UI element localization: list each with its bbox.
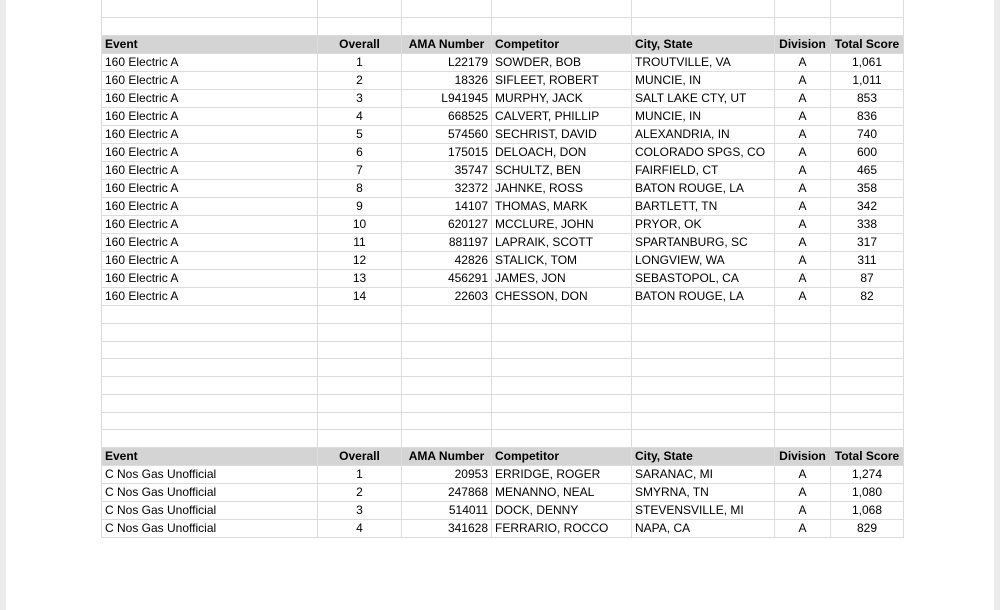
table-row [102, 180, 904, 198]
overall-cell[interactable]: 13 [318, 270, 402, 288]
total-score-cell[interactable]: 1,068 [831, 502, 904, 520]
competitor-cell[interactable]: THOMAS, MARK [492, 198, 632, 216]
empty-cell[interactable] [632, 323, 775, 341]
event-cell[interactable]: 160 Electric A [102, 126, 318, 144]
empty-cell[interactable] [492, 377, 632, 395]
competitor-cell[interactable]: SCHULTZ, BEN [492, 162, 632, 180]
empty-cell[interactable] [102, 0, 318, 18]
table-row [102, 288, 904, 306]
ama-number-cell[interactable]: 20953 [402, 466, 492, 484]
total-score-cell[interactable]: 829 [831, 520, 904, 538]
overall-cell[interactable]: 2 [318, 72, 402, 90]
empty-cell[interactable] [632, 377, 775, 395]
event-cell[interactable]: 160 Electric A [102, 180, 318, 198]
overall-cell[interactable]: 3 [318, 90, 402, 108]
empty-row [102, 323, 904, 341]
empty-cell[interactable] [102, 394, 318, 412]
empty-cell[interactable] [632, 394, 775, 412]
event-cell[interactable]: C Nos Gas Unofficial [102, 484, 318, 502]
overall-cell[interactable]: 9 [318, 198, 402, 216]
empty-cell[interactable] [775, 377, 831, 395]
competitor-cell[interactable]: JAHNKE, ROSS [492, 180, 632, 198]
empty-cell[interactable] [402, 394, 492, 412]
city-state-cell[interactable]: COLORADO SPGS, CO [632, 144, 775, 162]
empty-cell[interactable] [492, 412, 632, 430]
table-row [102, 270, 904, 288]
empty-cell[interactable] [831, 306, 904, 324]
division-cell[interactable]: A [775, 72, 831, 90]
empty-cell[interactable] [102, 359, 318, 377]
total-score-cell[interactable]: 311 [831, 252, 904, 270]
total-score-cell[interactable]: 1,274 [831, 466, 904, 484]
column-header-competitor[interactable]: Competitor [492, 448, 632, 466]
empty-cell[interactable] [492, 359, 632, 377]
ama-number-cell[interactable]: 18326 [402, 72, 492, 90]
city-state-cell[interactable]: NAPA, CA [632, 520, 775, 538]
event-cell[interactable]: 160 Electric A [102, 72, 318, 90]
event-cell[interactable]: 160 Electric A [102, 252, 318, 270]
empty-cell[interactable] [632, 430, 775, 448]
empty-cell[interactable] [402, 0, 492, 18]
ama-number-cell[interactable]: 668525 [402, 108, 492, 126]
city-state-cell[interactable]: SPARTANBURG, SC [632, 234, 775, 252]
empty-cell[interactable] [102, 412, 318, 430]
city-state-cell[interactable]: MUNCIE, IN [632, 108, 775, 126]
event-cell[interactable]: 160 Electric A [102, 108, 318, 126]
ama-number-cell[interactable]: 247868 [402, 484, 492, 502]
empty-cell[interactable] [775, 323, 831, 341]
competitor-cell[interactable]: MURPHY, JACK [492, 90, 632, 108]
competitor-cell[interactable]: DELOACH, DON [492, 144, 632, 162]
empty-row [102, 359, 904, 377]
empty-cell[interactable] [831, 394, 904, 412]
column-header-ama-number[interactable]: AMA Number [402, 448, 492, 466]
ama-number-cell[interactable]: L22179 [402, 54, 492, 72]
empty-cell[interactable] [402, 306, 492, 324]
overall-cell[interactable]: 4 [318, 520, 402, 538]
competitor-cell[interactable]: SECHRIST, DAVID [492, 126, 632, 144]
empty-cell[interactable] [775, 306, 831, 324]
total-score-cell[interactable]: 1,061 [831, 54, 904, 72]
empty-cell[interactable] [492, 18, 632, 36]
city-state-cell[interactable]: PRYOR, OK [632, 216, 775, 234]
division-cell[interactable]: A [775, 144, 831, 162]
overall-cell[interactable]: 3 [318, 502, 402, 520]
column-header-overall[interactable]: Overall [318, 36, 402, 54]
empty-cell[interactable] [831, 377, 904, 395]
empty-cell[interactable] [775, 359, 831, 377]
competitor-cell[interactable]: MENANNO, NEAL [492, 484, 632, 502]
division-cell[interactable]: A [775, 252, 831, 270]
total-score-cell[interactable]: 1,080 [831, 484, 904, 502]
empty-cell[interactable] [318, 394, 402, 412]
table-row [102, 90, 904, 108]
competitor-cell[interactable]: MCCLURE, JOHN [492, 216, 632, 234]
table-row [102, 198, 904, 216]
table-row [102, 252, 904, 270]
table-row [102, 126, 904, 144]
overall-cell[interactable]: 6 [318, 144, 402, 162]
ama-number-cell[interactable]: 175015 [402, 144, 492, 162]
empty-cell[interactable] [318, 323, 402, 341]
city-state-cell[interactable]: LONGVIEW, WA [632, 252, 775, 270]
ama-number-cell[interactable]: 620127 [402, 216, 492, 234]
event-cell[interactable]: 160 Electric A [102, 234, 318, 252]
division-cell[interactable]: A [775, 162, 831, 180]
ama-number-cell[interactable]: L941945 [402, 90, 492, 108]
header-row [102, 448, 904, 466]
empty-cell[interactable] [492, 341, 632, 359]
header-row [102, 36, 904, 54]
empty-cell[interactable] [318, 0, 402, 18]
column-header-total-score[interactable]: Total Score [831, 36, 904, 54]
total-score-cell[interactable]: 358 [831, 180, 904, 198]
total-score-cell[interactable]: 1,011 [831, 72, 904, 90]
city-state-cell[interactable]: SEBASTOPOL, CA [632, 270, 775, 288]
empty-cell[interactable] [102, 323, 318, 341]
empty-cell[interactable] [492, 0, 632, 18]
table-row [102, 72, 904, 90]
competitor-cell[interactable]: STALICK, TOM [492, 252, 632, 270]
overall-cell[interactable]: 5 [318, 126, 402, 144]
overall-cell[interactable]: 10 [318, 216, 402, 234]
empty-cell[interactable] [402, 323, 492, 341]
column-header-event[interactable]: Event [102, 448, 318, 466]
total-score-cell[interactable]: 600 [831, 144, 904, 162]
ama-number-cell[interactable]: 14107 [402, 198, 492, 216]
ama-number-cell[interactable]: 35747 [402, 162, 492, 180]
event-cell[interactable]: C Nos Gas Unofficial [102, 466, 318, 484]
empty-cell[interactable] [831, 359, 904, 377]
division-cell[interactable]: A [775, 484, 831, 502]
empty-cell[interactable] [831, 18, 904, 36]
overall-cell[interactable]: 2 [318, 484, 402, 502]
division-cell[interactable]: A [775, 108, 831, 126]
competitor-cell[interactable]: FERRARIO, ROCCO [492, 520, 632, 538]
empty-cell[interactable] [492, 323, 632, 341]
table-row [102, 216, 904, 234]
city-state-cell[interactable]: MUNCIE, IN [632, 72, 775, 90]
overall-cell[interactable]: 1 [318, 466, 402, 484]
empty-cell[interactable] [402, 430, 492, 448]
division-cell[interactable]: A [775, 270, 831, 288]
competitor-cell[interactable]: CALVERT, PHILLIP [492, 108, 632, 126]
empty-row [102, 341, 904, 359]
overall-cell[interactable]: 1 [318, 54, 402, 72]
empty-row [102, 18, 904, 36]
column-header-city-state[interactable]: City, State [632, 36, 775, 54]
empty-cell[interactable] [775, 0, 831, 18]
city-state-cell[interactable]: SALT LAKE CTY, UT [632, 90, 775, 108]
empty-cell[interactable] [102, 377, 318, 395]
overall-cell[interactable]: 8 [318, 180, 402, 198]
overall-cell[interactable]: 14 [318, 288, 402, 306]
empty-row [102, 0, 904, 18]
division-cell[interactable]: A [775, 288, 831, 306]
table-row [102, 162, 904, 180]
empty-cell[interactable] [402, 377, 492, 395]
competitor-cell[interactable]: DOCK, DENNY [492, 502, 632, 520]
event-cell[interactable]: C Nos Gas Unofficial [102, 502, 318, 520]
overall-cell[interactable]: 11 [318, 234, 402, 252]
city-state-cell[interactable]: SARANAC, MI [632, 466, 775, 484]
city-state-cell[interactable]: BARTLETT, TN [632, 198, 775, 216]
empty-row [102, 394, 904, 412]
competitor-cell[interactable]: ERRIDGE, ROGER [492, 466, 632, 484]
empty-cell[interactable] [831, 341, 904, 359]
total-score-cell[interactable]: 87 [831, 270, 904, 288]
event-cell[interactable]: 160 Electric A [102, 54, 318, 72]
overall-cell[interactable]: 12 [318, 252, 402, 270]
city-state-cell[interactable]: BATON ROUGE, LA [632, 180, 775, 198]
division-cell[interactable]: A [775, 180, 831, 198]
empty-cell[interactable] [402, 359, 492, 377]
column-header-ama-number[interactable]: AMA Number [402, 36, 492, 54]
column-header-competitor[interactable]: Competitor [492, 36, 632, 54]
ama-number-cell[interactable]: 42826 [402, 252, 492, 270]
empty-cell[interactable] [492, 430, 632, 448]
empty-cell[interactable] [775, 430, 831, 448]
empty-row [102, 377, 904, 395]
table-row [102, 502, 904, 520]
total-score-cell[interactable]: 465 [831, 162, 904, 180]
division-cell[interactable]: A [775, 126, 831, 144]
column-header-division[interactable]: Division [775, 448, 831, 466]
column-header-overall[interactable]: Overall [318, 448, 402, 466]
city-state-cell[interactable]: TROUTVILLE, VA [632, 54, 775, 72]
competitor-cell[interactable]: JAMES, JON [492, 270, 632, 288]
ama-number-cell[interactable]: 514011 [402, 502, 492, 520]
ama-number-cell[interactable]: 22603 [402, 288, 492, 306]
empty-cell[interactable] [492, 394, 632, 412]
competitor-cell[interactable]: LAPRAIK, SCOTT [492, 234, 632, 252]
event-cell[interactable]: 160 Electric A [102, 198, 318, 216]
competitor-cell[interactable]: CHESSON, DON [492, 288, 632, 306]
column-header-total-score[interactable]: Total Score [831, 448, 904, 466]
ama-number-cell[interactable]: 456291 [402, 270, 492, 288]
total-score-cell[interactable]: 740 [831, 126, 904, 144]
empty-cell[interactable] [102, 18, 318, 36]
total-score-cell[interactable]: 338 [831, 216, 904, 234]
column-header-city-state[interactable]: City, State [632, 448, 775, 466]
empty-cell[interactable] [632, 18, 775, 36]
total-score-cell[interactable]: 836 [831, 108, 904, 126]
event-cell[interactable]: 160 Electric A [102, 270, 318, 288]
overall-cell[interactable]: 7 [318, 162, 402, 180]
city-state-cell[interactable]: STEVENSVILLE, MI [632, 502, 775, 520]
ama-number-cell[interactable]: 32372 [402, 180, 492, 198]
total-score-cell[interactable]: 853 [831, 90, 904, 108]
event-cell[interactable]: 160 Electric A [102, 216, 318, 234]
city-state-cell[interactable]: BATON ROUGE, LA [632, 288, 775, 306]
table-row [102, 520, 904, 538]
table-row [102, 484, 904, 502]
empty-cell[interactable] [775, 18, 831, 36]
empty-cell[interactable] [492, 306, 632, 324]
division-cell[interactable]: A [775, 502, 831, 520]
total-score-cell[interactable]: 82 [831, 288, 904, 306]
empty-cell[interactable] [632, 359, 775, 377]
empty-cell[interactable] [102, 430, 318, 448]
division-cell[interactable]: A [775, 234, 831, 252]
empty-cell[interactable] [632, 412, 775, 430]
empty-cell[interactable] [318, 341, 402, 359]
empty-cell[interactable] [632, 0, 775, 18]
empty-row [102, 412, 904, 430]
event-cell[interactable]: 160 Electric A [102, 288, 318, 306]
column-header-division[interactable]: Division [775, 36, 831, 54]
table-row [102, 108, 904, 126]
empty-cell[interactable] [831, 0, 904, 18]
spreadsheet-page [6, 0, 994, 610]
division-cell[interactable]: A [775, 54, 831, 72]
event-cell[interactable]: C Nos Gas Unofficial [102, 520, 318, 538]
empty-row [102, 306, 904, 324]
empty-cell[interactable] [102, 306, 318, 324]
city-state-cell[interactable]: SMYRNA, TN [632, 484, 775, 502]
table-row [102, 466, 904, 484]
ama-number-cell[interactable]: 341628 [402, 520, 492, 538]
empty-cell[interactable] [402, 412, 492, 430]
division-cell[interactable]: A [775, 198, 831, 216]
total-score-cell[interactable]: 342 [831, 198, 904, 216]
ama-number-cell[interactable]: 574560 [402, 126, 492, 144]
empty-cell[interactable] [318, 412, 402, 430]
event-cell[interactable]: 160 Electric A [102, 90, 318, 108]
empty-cell[interactable] [402, 18, 492, 36]
empty-cell[interactable] [318, 306, 402, 324]
empty-cell[interactable] [632, 341, 775, 359]
column-header-event[interactable]: Event [102, 36, 318, 54]
event-cell[interactable]: 160 Electric A [102, 162, 318, 180]
empty-cell[interactable] [318, 359, 402, 377]
table-row [102, 54, 904, 72]
event-cell[interactable]: 160 Electric A [102, 144, 318, 162]
city-state-cell[interactable]: ALEXANDRIA, IN [632, 126, 775, 144]
empty-cell[interactable] [775, 412, 831, 430]
empty-cell[interactable] [831, 430, 904, 448]
division-cell[interactable]: A [775, 216, 831, 234]
table-row [102, 144, 904, 162]
overall-cell[interactable]: 4 [318, 108, 402, 126]
city-state-cell[interactable]: FAIRFIELD, CT [632, 162, 775, 180]
empty-cell[interactable] [775, 394, 831, 412]
empty-cell[interactable] [402, 341, 492, 359]
empty-cell[interactable] [632, 306, 775, 324]
empty-cell[interactable] [831, 323, 904, 341]
empty-cell[interactable] [831, 412, 904, 430]
spreadsheet-grid [101, 0, 904, 538]
competitor-cell[interactable]: SIFLEET, ROBERT [492, 72, 632, 90]
empty-cell[interactable] [775, 341, 831, 359]
empty-cell[interactable] [318, 377, 402, 395]
empty-cell[interactable] [102, 341, 318, 359]
empty-cell[interactable] [318, 430, 402, 448]
division-cell[interactable]: A [775, 90, 831, 108]
empty-row [102, 430, 904, 448]
table-row [102, 234, 904, 252]
division-cell[interactable]: A [775, 520, 831, 538]
empty-cell[interactable] [318, 18, 402, 36]
division-cell[interactable]: A [775, 466, 831, 484]
total-score-cell[interactable]: 317 [831, 234, 904, 252]
competitor-cell[interactable]: SOWDER, BOB [492, 54, 632, 72]
ama-number-cell[interactable]: 881197 [402, 234, 492, 252]
